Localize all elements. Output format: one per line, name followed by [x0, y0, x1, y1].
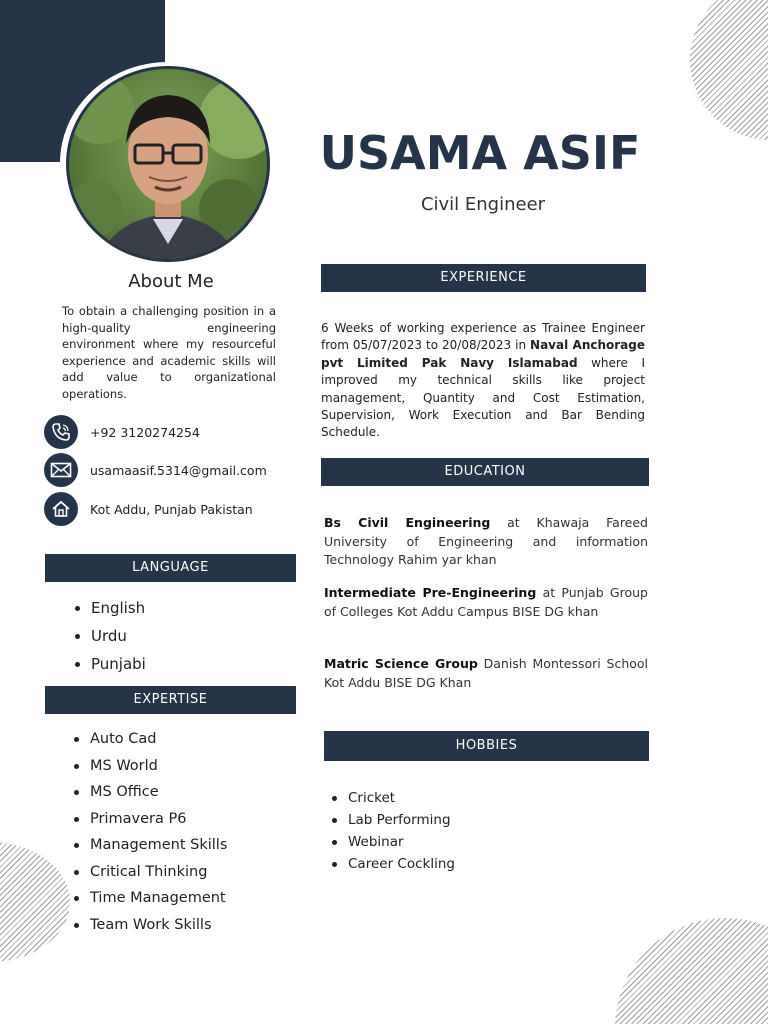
education-detail: at Khawaja Fareed University of Engineering and information Technology Rahim yar khan — [324, 515, 648, 567]
hatched-circle-decoration — [0, 842, 70, 962]
language-heading: LANGUAGE — [45, 554, 296, 582]
hatched-circle-decoration — [690, 0, 768, 140]
list-item: Cricket — [330, 787, 455, 809]
education-detail: Danish Montessori School Kot Addu BISE DG Khan — [324, 656, 649, 690]
list-item: Team Work Skills — [72, 912, 227, 939]
list-item: Critical Thinking — [72, 859, 227, 886]
education-item — [324, 514, 648, 570]
email-address: usamaasif.5314@gmail.com — [90, 462, 267, 478]
experience-text — [321, 320, 645, 442]
profile-photo — [66, 66, 270, 262]
home-address: Kot Addu, Punjab Pakistan — [90, 501, 253, 517]
contact-email — [44, 453, 267, 487]
phone-number: +92 3120274254 — [90, 424, 200, 440]
envelope-icon — [44, 453, 78, 487]
contact-address — [44, 492, 253, 526]
language-list — [73, 594, 146, 678]
home-icon — [44, 492, 78, 526]
list-item: Time Management — [72, 885, 227, 912]
experience-company: Naval Anchorage pvt Limited Pak Navy Islamabad — [321, 338, 646, 370]
experience-text-start: 6 Weeks of working experience as Trainee Engineer from 05/07/2023 to 20/08/2023 in — [321, 321, 645, 353]
phone-icon — [44, 415, 78, 449]
expertise-list — [72, 726, 227, 938]
candidate-title: Civil Engineer — [420, 194, 546, 215]
list-item: Webinar — [330, 831, 455, 853]
hobbies-list — [330, 787, 455, 875]
expertise-heading: EXPERTISE — [45, 686, 296, 714]
list-item: Auto Cad — [72, 726, 227, 753]
hobbies-heading: HOBBIES — [324, 731, 649, 761]
candidate-name: USAMA ASIF — [319, 126, 641, 180]
education-degree: Intermediate Pre-Engineering — [324, 585, 537, 600]
experience-text-end: where I improved my technical skills like project management, Quantity and Cost Estimation, Supervision, Work Execution and Bar Bending Schedule. — [321, 355, 645, 440]
list-item: MS Office — [72, 779, 227, 806]
list-item: Urdu — [73, 622, 146, 650]
list-item: Lab Performing — [330, 809, 455, 831]
education-detail: at Punjab Group of Colleges Kot Addu Campus BISE DG khan — [324, 585, 648, 619]
education-degree: Bs Civil Engineering — [324, 515, 491, 530]
list-item: Career Cockling — [330, 853, 455, 875]
list-item: Primavera P6 — [72, 806, 227, 833]
contact-phone — [44, 415, 200, 449]
list-item: English — [73, 594, 146, 622]
list-item: Punjabi — [73, 650, 146, 678]
hatched-circle-decoration — [615, 918, 768, 1024]
about-text: To obtain a challenging position in a high-quality engineering environment where my resourceful experience and academic skills will add value to organizational operations. — [62, 304, 276, 401]
education-heading: EDUCATION — [321, 458, 649, 486]
education-degree: Matric Science Group — [324, 656, 478, 671]
list-item: Management Skills — [72, 832, 227, 859]
list-item: MS World — [72, 753, 227, 780]
education-item — [324, 584, 648, 621]
education-item — [324, 655, 648, 692]
about-heading: About Me — [128, 271, 214, 292]
experience-heading: EXPERIENCE — [321, 264, 646, 292]
